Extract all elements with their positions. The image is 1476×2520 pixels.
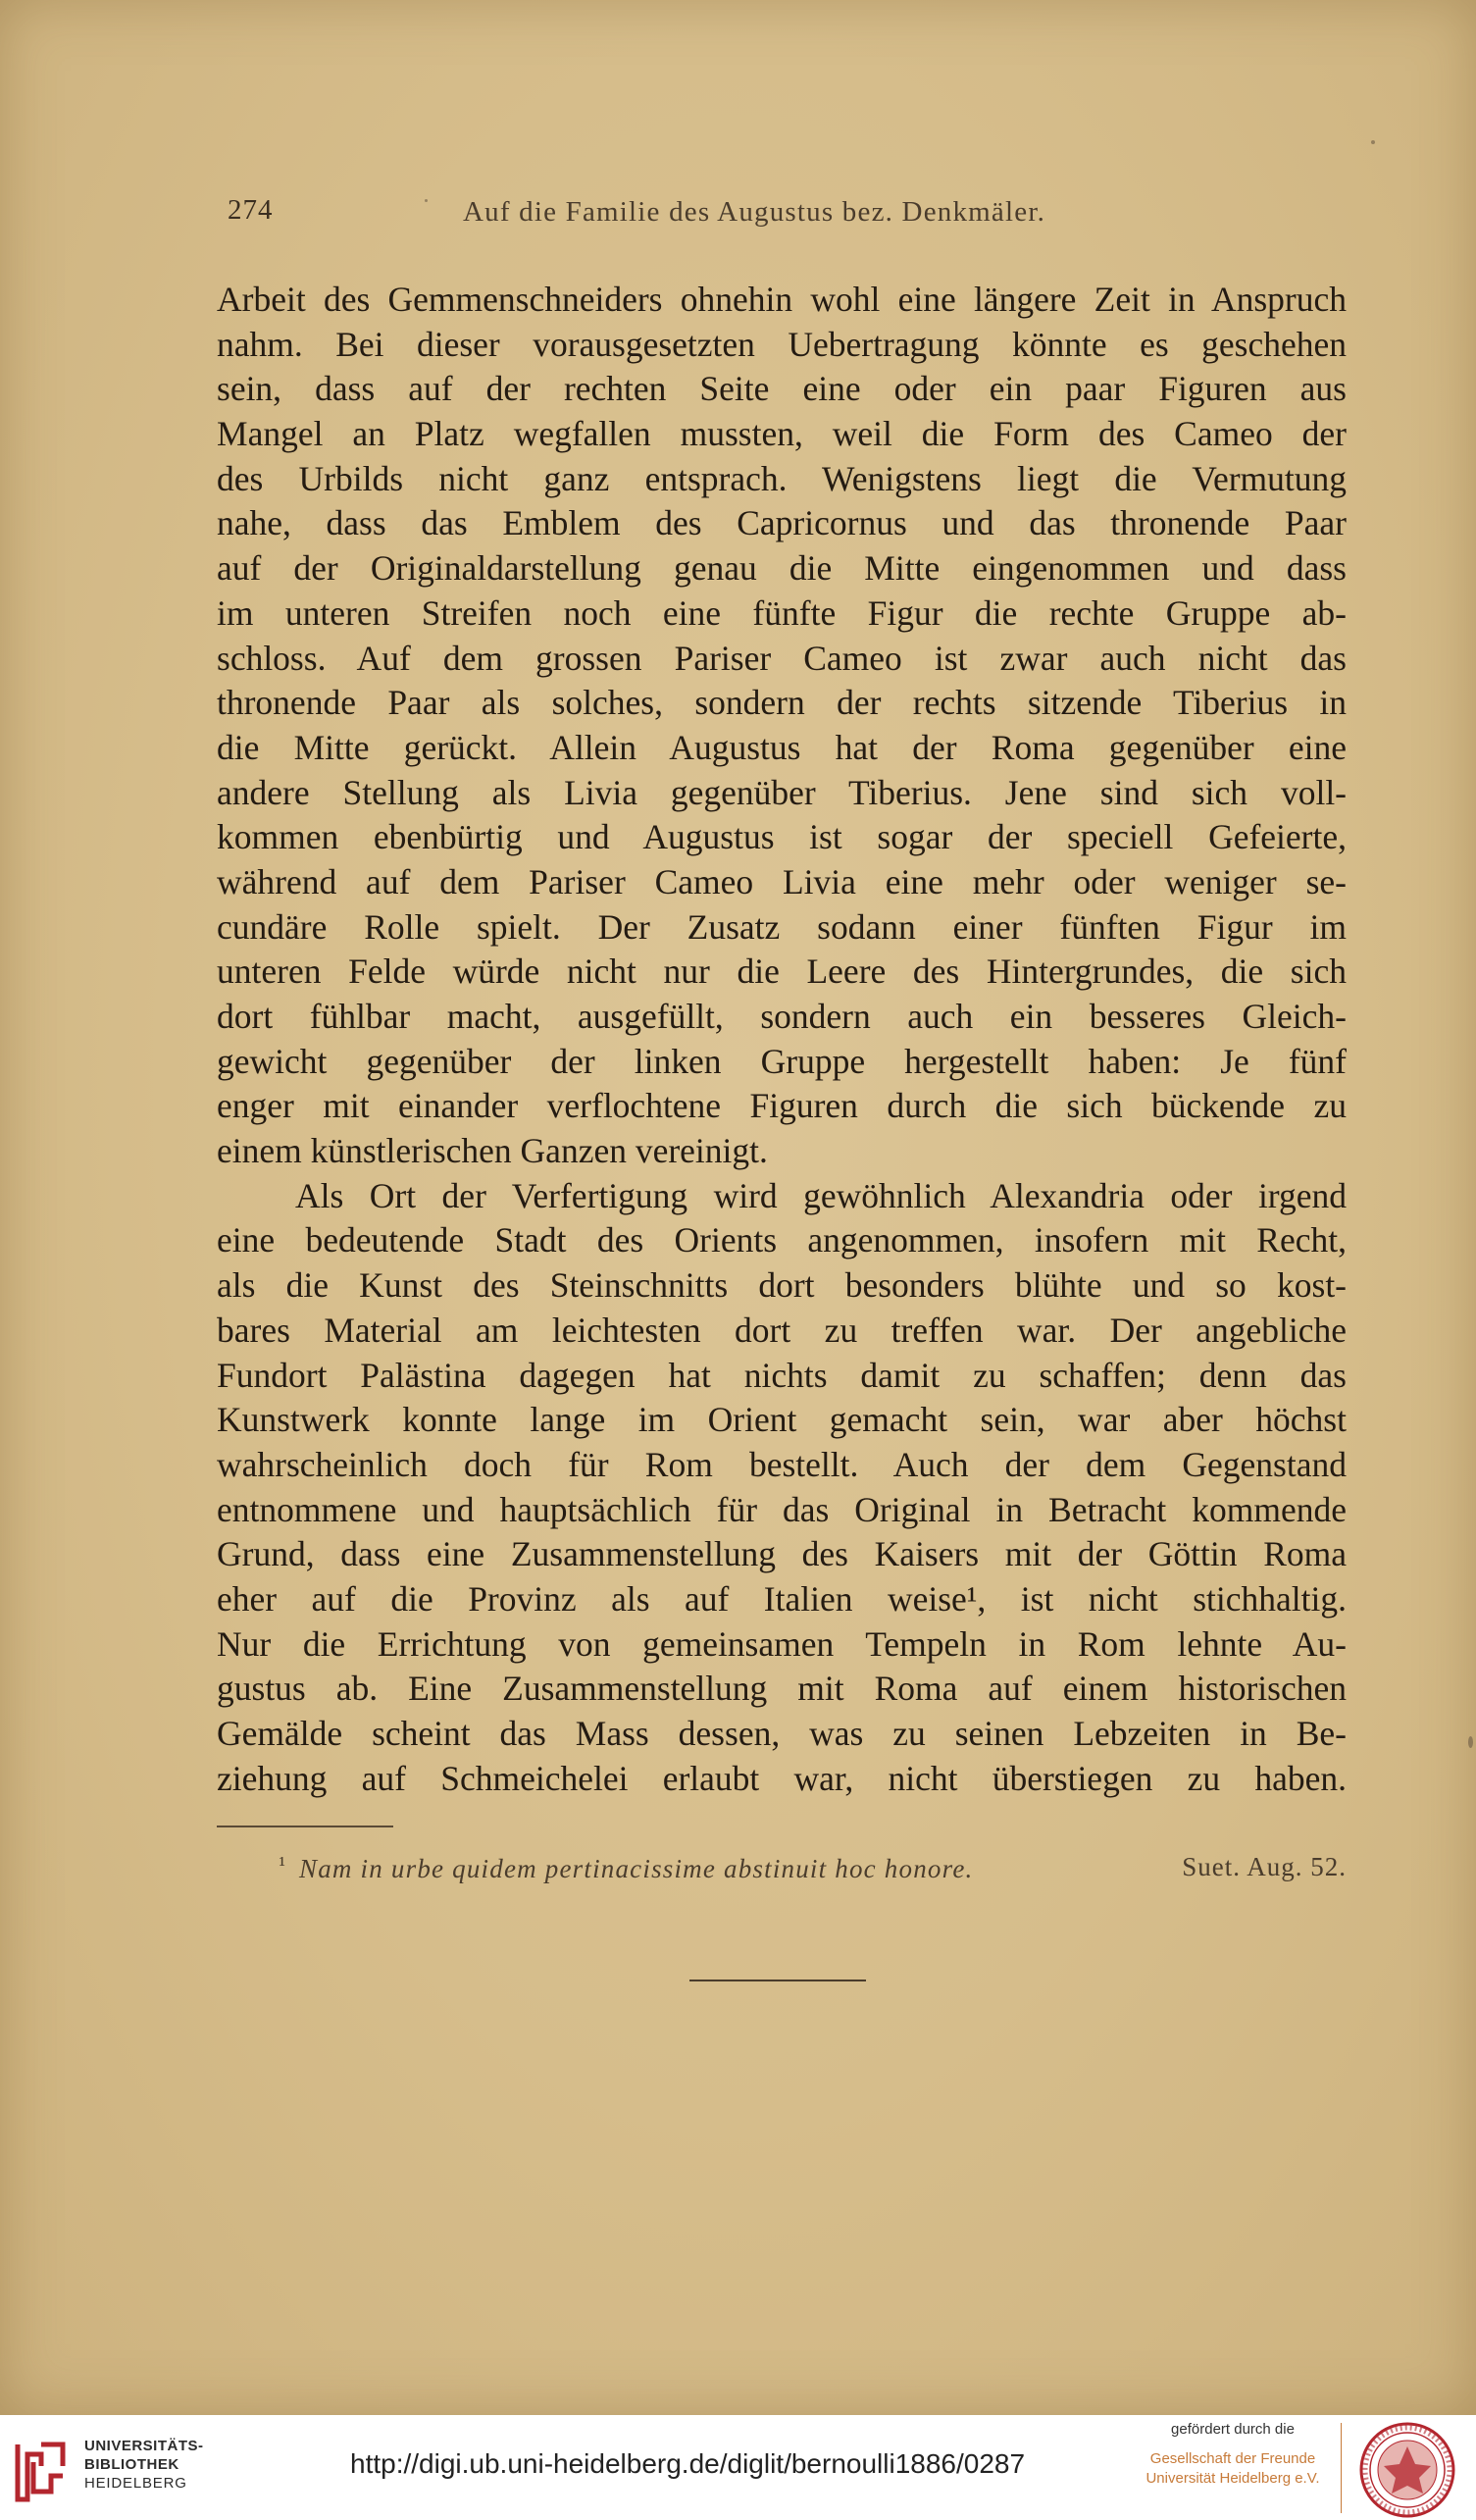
footnote-marker: ¹ — [279, 1852, 285, 1877]
text-line: nahe, dass das Emblem des Capricornus und das thronende Paar — [217, 503, 1347, 543]
text-line: als die Kunst des Steinschnitts dort besonders blühte und so kost- — [217, 1265, 1347, 1306]
text-line: kommen ebenbürtig und Augustus ist sogar der speciell Gefeierte, — [217, 817, 1347, 857]
text-line: thronende Paar als solches, sondern der rechts sitzende Tiberius in — [217, 683, 1347, 723]
text-line: während auf dem Pariser Cameo Livia eine mehr oder weniger se- — [217, 861, 1347, 901]
library-logo-icon — [12, 2437, 69, 2505]
paragraph-end-line: einem künstlerischen Ganzen vereinigt. — [217, 1131, 768, 1171]
text-line: des Urbilds nicht ganz entsprach. Wenigstens liegt die Vermutung — [217, 458, 1347, 498]
page-header — [228, 194, 1355, 243]
text-line: bares Material am leichtesten dort zu treffen war. Der angebliche — [217, 1310, 1347, 1350]
text-line: sein, dass auf der rechten Seite eine oder ein paar Figuren aus — [217, 369, 1347, 409]
paper-speck — [1371, 140, 1375, 144]
text-line: gustus ab. Eine Zusammenstellung mit Roma auf einem historischen — [217, 1669, 1347, 1709]
page-number: 274 — [228, 194, 274, 226]
text-line: gewicht gegenüber der linken Gruppe hergestellt haben: Je fünf — [217, 1041, 1347, 1081]
library-name — [84, 2437, 204, 2493]
digitization-footer — [0, 2415, 1476, 2520]
text-line: Kunstwerk konnte lange im Orient gemacht sein, war aber höchst — [217, 1400, 1347, 1440]
text-line: wahrscheinlich doch für Rom bestellt. Auch der dem Gegenstand — [217, 1444, 1347, 1484]
sponsor-divider — [1341, 2423, 1342, 2513]
text-line: dort fühlbar macht, ausgefüllt, sondern auch ein besseres Gleich- — [217, 997, 1347, 1036]
paper-speck — [1468, 1736, 1473, 1748]
text-line: ziehung auf Schmeichelei erlaubt war, nicht überstiegen zu haben. — [217, 1758, 1347, 1798]
paragraph-start-line: Als Ort der Verfertigung wird gewöhnlich Alexandria oder irgend — [295, 1175, 1347, 1215]
text-line: eine bedeutende Stadt des Orients angenommen, insofern mit Recht, — [217, 1220, 1347, 1260]
text-line: Grund, dass eine Zusammenstellung des Kaisers mit der Göttin Roma — [217, 1534, 1347, 1574]
library-name-line: HEIDELBERG — [84, 2475, 187, 2492]
library-name-line: BIBLIOTHEK — [84, 2456, 179, 2473]
sponsor-name: Universität Heidelberg e.V. — [1145, 2470, 1320, 2487]
text-line: cundäre Rolle spielt. Der Zusatz sodann einer fünften Figur im — [217, 906, 1347, 947]
text-line: Nur die Errichtung von gemeinsamen Tempeln in Rom lehnte Au- — [217, 1623, 1347, 1664]
footnote-rule — [217, 1826, 393, 1827]
footnote-quote: Nam in urbe quidem pertinacissime abstinuit hoc honore. — [299, 1854, 974, 1883]
footnote-reference: Suet. Aug. 52. — [1182, 1852, 1347, 1881]
sponsor-block — [1140, 2421, 1326, 2489]
text-line: entnommene und hauptsächlich für das Original in Betracht kommende — [217, 1489, 1347, 1529]
text-line: im unteren Streifen noch eine fünfte Figur die rechte Gruppe ab- — [217, 592, 1347, 633]
text-line: Mangel an Platz wegfallen mussten, weil die Form des Cameo der — [217, 414, 1347, 454]
text-line: die Mitte gerückt. Allein Augustus hat der Roma gegenüber eine — [217, 727, 1347, 767]
text-line: nahm. Bei dieser vorausgesetzten Uebertragung könnte es geschehen — [217, 324, 1347, 364]
text-line: eher auf die Provinz als auf Italien weise¹, ist nicht stichhaltig. — [217, 1578, 1347, 1619]
text-line: enger mit einander verflochtene Figuren durch die sich bückende zu — [217, 1086, 1347, 1126]
sponsor-name: Gesellschaft der Freunde — [1149, 2450, 1316, 2467]
text-line: andere Stellung als Livia gegenüber Tiberius. Jene sind sich voll- — [217, 772, 1347, 812]
text-line: Gemälde scheint das Mass dessen, was zu seinen Lebzeiten in Be- — [217, 1714, 1347, 1753]
text-line: unteren Felde würde nicht nur die Leere des Hintergrundes, die sich — [217, 951, 1347, 992]
text-line: schloss. Auf dem grossen Pariser Cameo ist zwar auch nicht das — [217, 638, 1347, 678]
text-line: auf der Originaldarstellung genau die Mitte eingenommen und dass — [217, 548, 1347, 589]
sponsor-label: gefördert durch die — [1171, 2421, 1295, 2438]
body-text — [217, 278, 1347, 1801]
text-line: Fundort Palästina dagegen hat nichts damit zu schaffen; denn das — [217, 1355, 1347, 1395]
university-seal-icon — [1358, 2421, 1456, 2519]
library-name-line: UNIVERSITÄTS- — [84, 2438, 204, 2454]
end-rule — [689, 1980, 866, 1981]
text-line: Arbeit des Gemmenschneiders ohnehin wohl eine längere Zeit in Anspruch — [217, 280, 1347, 319]
permalink-url[interactable]: http://digi.ub.uni-heidelberg.de/diglit/bernoulli1886/0287 — [350, 2448, 1026, 2479]
footnote — [217, 1852, 1347, 1884]
running-head: Auf die Familie des Augustus bez. Denkmäler. — [463, 196, 1046, 228]
